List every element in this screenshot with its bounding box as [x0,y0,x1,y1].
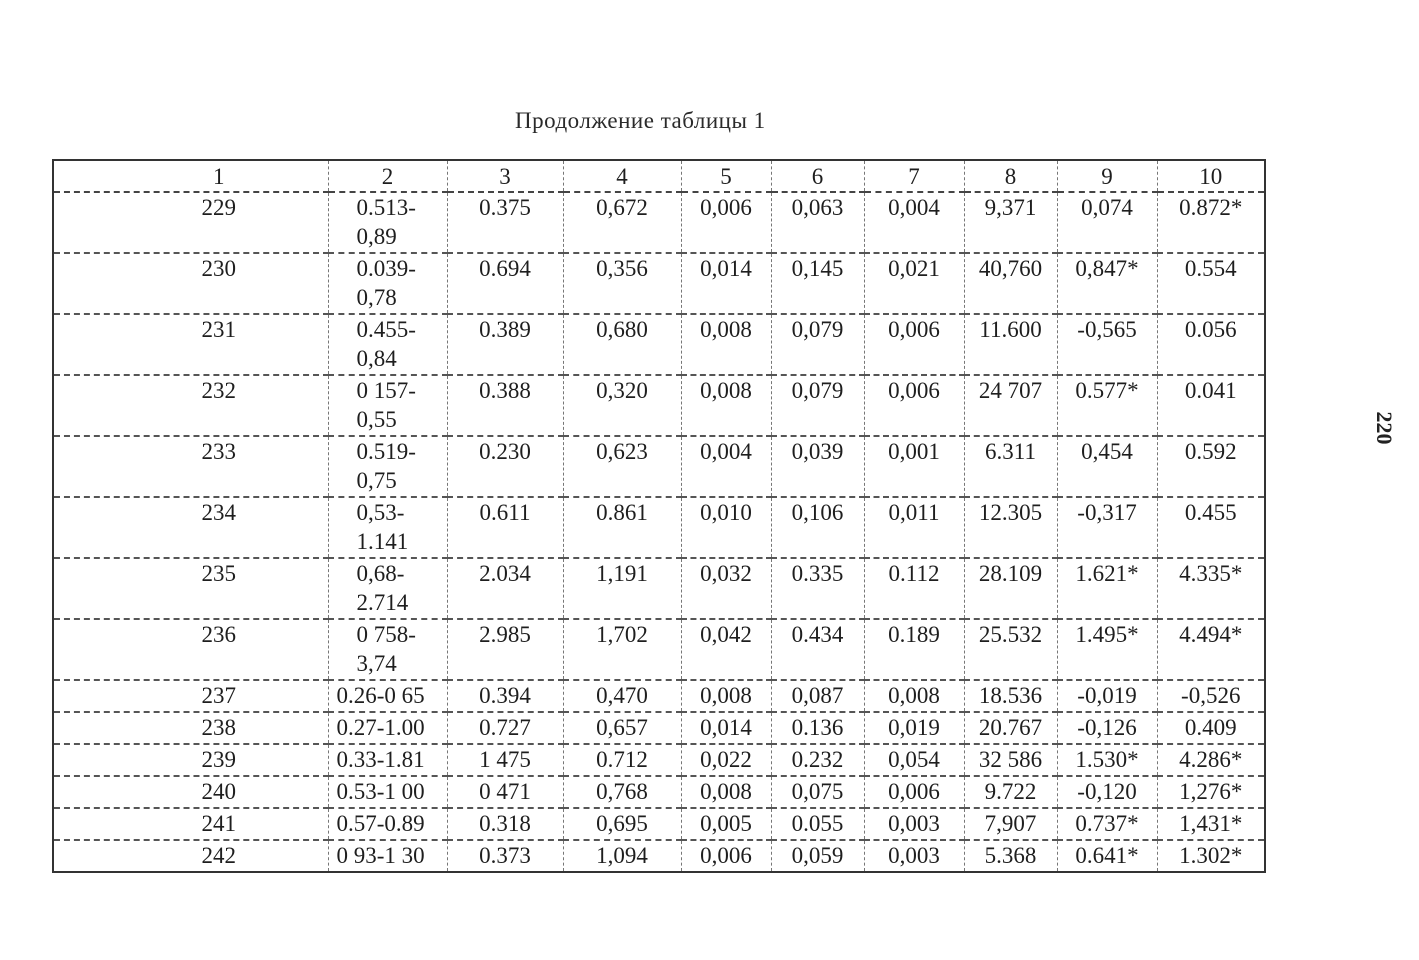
table-cell: 0.373 [447,840,563,872]
table-cell: 28.109 [964,558,1057,619]
table-cell: 0,008 [864,680,964,712]
table-cell: 1.302* [1157,840,1265,872]
table-cell: 0.375 [447,192,563,253]
table-cell: 0.056 [1157,314,1265,375]
table-cell: 0.055 [771,808,864,840]
table-cell: 0,145 [771,253,864,314]
table-cell: 0,001 [864,436,964,497]
table-cell: 0.318 [447,808,563,840]
table-caption: Продолжение таблицы 1 [515,108,766,133]
table-cell: 0.26-0 65 [328,680,447,712]
table-row [53,558,1265,619]
table-cell: 1,431* [1157,808,1265,840]
table-cell: -0,565 [1057,314,1157,375]
table-cell: 239 [53,744,328,776]
table-cell: 0,008 [681,680,771,712]
table-cell: 0.409 [1157,712,1265,744]
table-cell: 0.727 [447,712,563,744]
table-cell: 0,006 [864,776,964,808]
table-cell: 6.311 [964,436,1057,497]
table-cell: 234 [53,497,328,558]
table-row [53,375,1265,436]
table-cell: 0,356 [563,253,681,314]
table-cell: 0 157-0,55 [328,375,447,436]
table-cell: 0,011 [864,497,964,558]
table-row [53,192,1265,253]
table-cell: 32 586 [964,744,1057,776]
table-cell: 0.554 [1157,253,1265,314]
table-cell: 1.530* [1057,744,1157,776]
table-cell: 0.861 [563,497,681,558]
table-cell: 0,005 [681,808,771,840]
table-cell: 0,320 [563,375,681,436]
header-row [53,160,1265,192]
table-cell: 0.230 [447,436,563,497]
table-cell: 229 [53,192,328,253]
table-cell: 0.388 [447,375,563,436]
table-row [53,808,1265,840]
table-cell: 242 [53,840,328,872]
header-cell: 8 [964,160,1057,192]
table-cell: 0,006 [681,192,771,253]
table-cell: 20.767 [964,712,1057,744]
table-cell: 0,768 [563,776,681,808]
table-cell: 0,054 [864,744,964,776]
table-cell: 240 [53,776,328,808]
table-cell: 0.389 [447,314,563,375]
table-cell: 233 [53,436,328,497]
table-cell: 0,003 [864,808,964,840]
table-cell: 1,276* [1157,776,1265,808]
table-cell: 0.27-1.00 [328,712,447,744]
table-cell: 238 [53,712,328,744]
table-cell: 1,094 [563,840,681,872]
table-cell: 0,454 [1057,436,1157,497]
table-cell: 40,760 [964,253,1057,314]
header-cell: 7 [864,160,964,192]
table-cell: 0.611 [447,497,563,558]
header-cell: 5 [681,160,771,192]
table-cell: 0,106 [771,497,864,558]
table-cell: 4.335* [1157,558,1265,619]
table-cell: -0,120 [1057,776,1157,808]
table-cell: 0,022 [681,744,771,776]
table-cell: 0,68-2.714 [328,558,447,619]
table-cell: 0,032 [681,558,771,619]
page-number: 220 [1372,411,1397,445]
table-cell: 0.694 [447,253,563,314]
table-cell: 0.57-0.89 [328,808,447,840]
table-row [53,497,1265,558]
table-cell: 0 93-1 30 [328,840,447,872]
header-cell: 3 [447,160,563,192]
table-cell: 2.985 [447,619,563,680]
table-cell: 0,53-1.141 [328,497,447,558]
table-cell: 0,008 [681,776,771,808]
table-cell: 0,470 [563,680,681,712]
table-cell: 1.495* [1057,619,1157,680]
table-cell: 0,010 [681,497,771,558]
table-cell: 0.189 [864,619,964,680]
table-cell: 0,079 [771,314,864,375]
table-cell: 0,003 [864,840,964,872]
table-cell: 231 [53,314,328,375]
table-cell: 1,702 [563,619,681,680]
table-cell: 7,907 [964,808,1057,840]
table-cell: 0.455-0,84 [328,314,447,375]
table-cell: 11.600 [964,314,1057,375]
table-row [53,253,1265,314]
table-cell: 0.335 [771,558,864,619]
table-cell: 0,014 [681,253,771,314]
table-cell: 1,191 [563,558,681,619]
table-cell: 0.592 [1157,436,1265,497]
table-row [53,776,1265,808]
table-cell: 0,079 [771,375,864,436]
table-cell: 0.513-0,89 [328,192,447,253]
table-cell: 0,004 [681,436,771,497]
table-cell: 1 475 [447,744,563,776]
table-cell: 24 707 [964,375,1057,436]
table-cell: 0.33-1.81 [328,744,447,776]
table-cell: 9.722 [964,776,1057,808]
table-cell: 2.034 [447,558,563,619]
table-cell: 0.394 [447,680,563,712]
table-cell: 0,004 [864,192,964,253]
table-cell: 0.232 [771,744,864,776]
table-cell: 0,087 [771,680,864,712]
table-cell: 235 [53,558,328,619]
table-row [53,436,1265,497]
table-cell: 0,657 [563,712,681,744]
table-cell: 0.712 [563,744,681,776]
table-cell: 1.621* [1057,558,1157,619]
table-cell: 0,672 [563,192,681,253]
table-cell: -0,526 [1157,680,1265,712]
table-cell: 0.641* [1057,840,1157,872]
table-cell: 0.577* [1057,375,1157,436]
table-cell: 0,075 [771,776,864,808]
table-cell: 241 [53,808,328,840]
header-cell: 2 [328,160,447,192]
table-cell: 9,371 [964,192,1057,253]
table-cell: 4.494* [1157,619,1265,680]
table-cell: 12.305 [964,497,1057,558]
table-cell: 4.286* [1157,744,1265,776]
table-cell: 0 471 [447,776,563,808]
header-cell: 10 [1157,160,1265,192]
table-cell: 236 [53,619,328,680]
table-cell: 0,008 [681,314,771,375]
table-cell: 232 [53,375,328,436]
table-cell: 0,680 [563,314,681,375]
table-cell: -0,019 [1057,680,1157,712]
table-row [53,314,1265,375]
table-cell: 0.872* [1157,192,1265,253]
table-cell: 0.136 [771,712,864,744]
table-row [53,712,1265,744]
table-cell: 0,847* [1057,253,1157,314]
table-cell: 0,623 [563,436,681,497]
table-cell: 0.53-1 00 [328,776,447,808]
table-row [53,840,1265,872]
table-cell: 0,039 [771,436,864,497]
table-cell: 0.041 [1157,375,1265,436]
table-cell: 0,695 [563,808,681,840]
table-cell: 25.532 [964,619,1057,680]
header-cell: 4 [563,160,681,192]
table-row [53,680,1265,712]
header-cell: 1 [53,160,328,192]
table-cell: 0,014 [681,712,771,744]
table-cell: 0 758-3,74 [328,619,447,680]
data-table [52,159,1266,873]
table-cell: 0.737* [1057,808,1157,840]
table-cell: -0,317 [1057,497,1157,558]
table-cell: 0.434 [771,619,864,680]
table-cell: 0.039-0,78 [328,253,447,314]
table-cell: 0,074 [1057,192,1157,253]
table-cell: 0.519-0,75 [328,436,447,497]
table-cell: 0,021 [864,253,964,314]
table-cell: 0,008 [681,375,771,436]
table-cell: 0,019 [864,712,964,744]
table-cell: 0,042 [681,619,771,680]
table-cell: 0.112 [864,558,964,619]
table-cell: 0.455 [1157,497,1265,558]
table-row [53,744,1265,776]
table-cell: -0,126 [1057,712,1157,744]
table-cell: 237 [53,680,328,712]
header-cell: 9 [1057,160,1157,192]
table-cell: 0,006 [864,314,964,375]
table-cell: 0,063 [771,192,864,253]
table-cell: 230 [53,253,328,314]
header-cell: 6 [771,160,864,192]
table-cell: 0,006 [681,840,771,872]
table-cell: 0,006 [864,375,964,436]
table-cell: 18.536 [964,680,1057,712]
table-cell: 5.368 [964,840,1057,872]
table-cell: 0,059 [771,840,864,872]
table-row [53,619,1265,680]
